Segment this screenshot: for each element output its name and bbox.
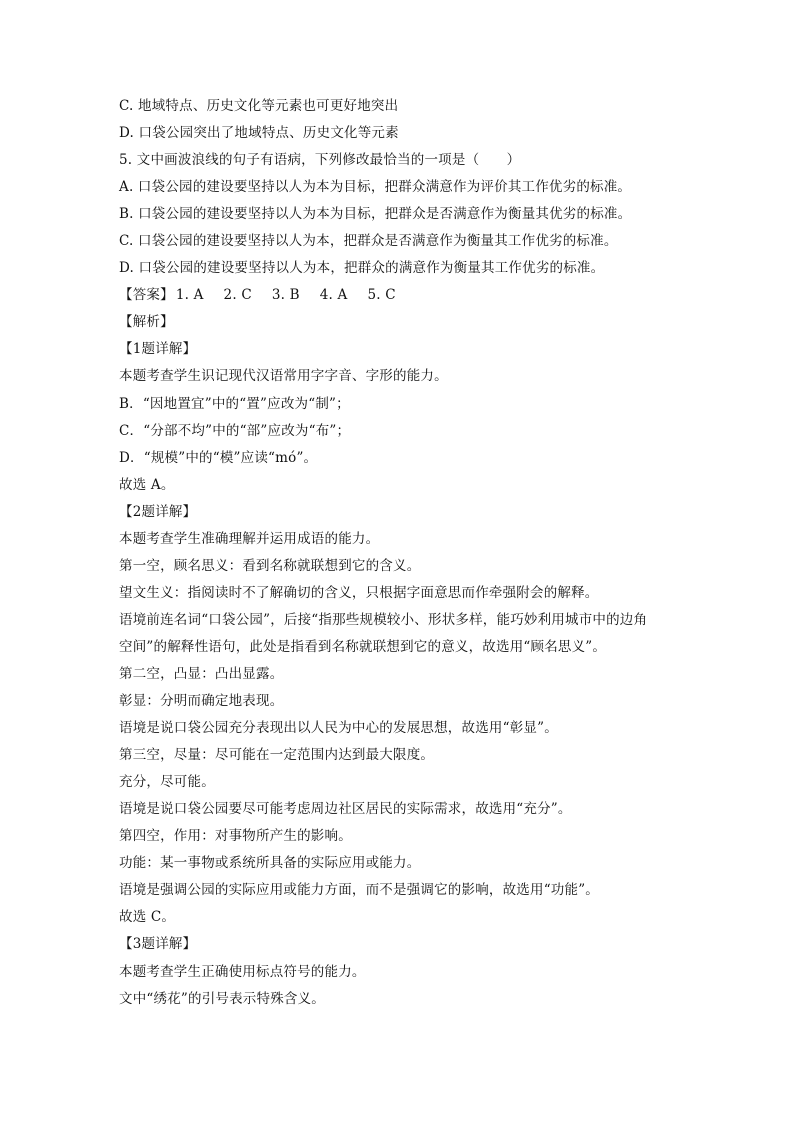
paragraph-line: 第四空，作用：对事物所产生的影响。 [119,828,352,845]
option-c-q5: C. 口袋公园的建设要坚持以人为本，把群众是否满意作为衡量其工作优劣的标准。 [119,233,618,250]
option-c-q4: C. 地域特点、历史文化等元素也可更好地突出 [119,98,399,114]
q3-detail-heading: 【3题详解】 [119,936,197,953]
paragraph-line: 充分，尽可能。 [119,774,215,791]
paragraph-line: B．“因地置宜”中的“置”应改为“制”； [119,395,350,412]
paragraph-line: 本题考查学生正确使用标点符号的能力。 [119,963,366,980]
paragraph-line: 第一空，顾名思义：看到名称就联想到它的含义。 [119,557,421,574]
paragraph-line: 语境前连名词“口袋公园”，后接“指那些规模较小、形状多样，能巧妙利用城市中的边角 [119,611,648,628]
answer-line [119,282,689,309]
question-5-stem: 5. 文中画波浪线的句子有语病，下列修改最恰当的一项是（ ） [119,152,521,169]
paragraph-line: 语境是强调公园的实际应用或能力方面，而不是强调它的影响，故选用“功能”。 [119,882,600,899]
paragraph-line: 功能：某一事物或系统所具备的实际应用或能力。 [119,855,421,872]
paragraph-line: 故选 C。 [119,909,176,926]
answer-item: 5. C [367,287,396,304]
paragraph-line: 彰显：分明而确定地表现。 [119,693,284,710]
option-d-q4: D. 口袋公园突出了地域特点、历史文化等元素 [119,125,399,142]
answer-item: 2. C [223,287,252,304]
paragraph-line: 文中“绣花”的引号表示特殊含义。 [119,990,326,1007]
paragraph-line: D．“规模”中的“模”应读“mó”。 [119,449,318,466]
option-d-q5: D. 口袋公园的建设要坚持以人为本，把群众的满意作为衡量其工作优劣的标准。 [119,260,605,277]
paragraph-line: 本题考查学生准确理解并运用成语的能力。 [119,530,380,547]
paragraph-line: 语境是说口袋公园要尽可能考虑周边社区居民的实际需求，故选用“充分”。 [119,801,572,818]
paragraph-line: 望文生义：指阅读时不了解确切的含义，只根据字面意思而作牵强附会的解释。 [119,584,599,601]
paragraph-line: 第三空，尽量：尽可能在一定范围内达到最大限度。 [119,747,435,764]
answer-label: 【答案】 [119,287,174,304]
paragraph-line: C．“分部不均”中的“部”应改为“布”； [119,422,351,439]
paragraph-line: 第二空，凸显：凸出显露。 [119,665,284,682]
paragraph-line: 故选 A。 [119,476,175,493]
q2-detail-heading: 【2题详解】 [119,503,197,520]
option-a-q5: A. 口袋公园的建设要坚持以人为本为目标，把群众满意作为评价其工作优劣的标准。 [119,179,632,196]
paragraph-line: 语境是说口袋公园充分表现出以人民为中心的发展思想，故选用“彰显”。 [119,720,558,737]
answer-item: 4. A [319,287,348,304]
paragraph-line: 空间”的解释性语句，此处是指看到名称就联想到它的意义，故选用“顾名思义”。 [119,638,607,655]
answer-item: 3. B [271,287,300,304]
answer-item: 1. A [175,287,204,304]
option-b-q5: B. 口袋公园的建设要坚持以人为本为目标，把群众是否满意作为衡量其优劣的标准。 [119,206,632,223]
paragraph-line: 本题考查学生识记现代汉语常用字字音、字形的能力。 [119,368,448,385]
document-content [119,93,689,1013]
analysis-heading: 【解析】 [119,314,174,331]
q1-detail-heading: 【1题详解】 [119,341,197,358]
